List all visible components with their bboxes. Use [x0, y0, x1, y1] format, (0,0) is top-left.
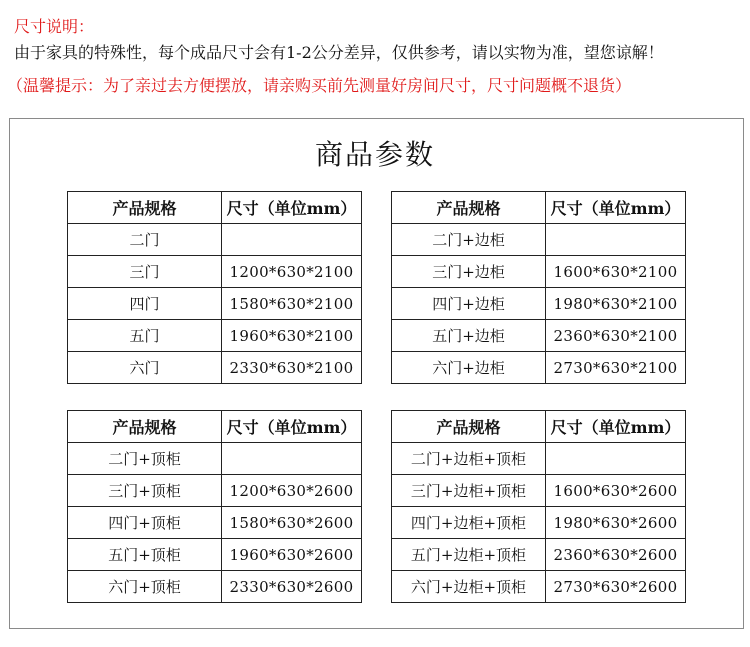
table-row	[68, 443, 362, 475]
size-cell: 2330*630*2100	[222, 352, 362, 384]
table-row	[392, 475, 686, 507]
table-row	[392, 256, 686, 288]
size-cell: 2730*630*2600	[546, 571, 686, 603]
page-title: 商品参数	[314, 138, 435, 171]
spec-cell: 六门	[68, 352, 222, 384]
size-cell: 1600*630*2600	[546, 475, 686, 507]
table-row	[392, 539, 686, 571]
spec-cell: 五门+顶柜	[68, 539, 222, 571]
table-row	[68, 571, 362, 603]
header-spec: 产品规格	[392, 411, 546, 443]
size-cell: 1600*630*2100	[546, 256, 686, 288]
spec-cell: 六门+顶柜	[68, 571, 222, 603]
header-spec: 产品规格	[392, 192, 546, 224]
table-row	[392, 224, 686, 256]
size-cell	[222, 443, 362, 475]
size-cell: 2360*630*2600	[546, 539, 686, 571]
spec-cell: 二门+边柜	[392, 224, 546, 256]
spec-cell: 三门+边柜+顶柜	[392, 475, 546, 507]
spec-cell: 四门	[68, 288, 222, 320]
spec-table-doors-side-cabinet	[391, 191, 686, 384]
header-size: 尺寸（单位mm）	[546, 411, 686, 443]
spec-cell: 二门	[68, 224, 222, 256]
header-spec: 产品规格	[68, 192, 222, 224]
spec-cell: 三门+边柜	[392, 256, 546, 288]
size-cell	[546, 224, 686, 256]
spec-table-doors-side-top-cabinet	[391, 410, 686, 603]
table-row	[392, 443, 686, 475]
size-note-title: 尺寸说明：	[14, 17, 95, 36]
table-header-row	[68, 411, 362, 443]
size-cell: 1980*630*2100	[546, 288, 686, 320]
size-cell: 2330*630*2600	[222, 571, 362, 603]
size-cell: 1580*630*2600	[222, 507, 362, 539]
spec-cell: 五门+边柜	[392, 320, 546, 352]
size-cell	[222, 224, 362, 256]
spec-table-doors-top-cabinet	[67, 410, 362, 603]
spec-cell: 五门	[68, 320, 222, 352]
spec-cell: 四门+边柜	[392, 288, 546, 320]
table-row	[392, 352, 686, 384]
table-row	[68, 320, 362, 352]
table-header-row	[392, 411, 686, 443]
size-cell: 2360*630*2100	[546, 320, 686, 352]
table-header-row	[68, 192, 362, 224]
table-row	[68, 352, 362, 384]
spec-table-doors	[67, 191, 362, 384]
size-cell: 1960*630*2100	[222, 320, 362, 352]
header-size: 尺寸（单位mm）	[222, 411, 362, 443]
spec-cell: 二门+边柜+顶柜	[392, 443, 546, 475]
spec-cell: 四门+顶柜	[68, 507, 222, 539]
spec-cell: 六门+边柜+顶柜	[392, 571, 546, 603]
warm-tip-text: （温馨提示：为了亲过去方便摆放，请亲购买前先测量好房间尺寸，尺寸问题概不退货）	[7, 76, 632, 95]
header-spec: 产品规格	[68, 411, 222, 443]
table-row	[392, 507, 686, 539]
table-row	[392, 571, 686, 603]
spec-cell: 六门+边柜	[392, 352, 546, 384]
spec-cell: 四门+边柜+顶柜	[392, 507, 546, 539]
table-row	[392, 320, 686, 352]
size-cell: 1960*630*2600	[222, 539, 362, 571]
spec-cell: 三门	[68, 256, 222, 288]
spec-cell: 三门+顶柜	[68, 475, 222, 507]
table-row	[68, 539, 362, 571]
size-cell: 1200*630*2600	[222, 475, 362, 507]
spec-cell: 五门+边柜+顶柜	[392, 539, 546, 571]
header-size: 尺寸（单位mm）	[546, 192, 686, 224]
size-cell: 2730*630*2100	[546, 352, 686, 384]
table-row	[68, 475, 362, 507]
table-row	[68, 288, 362, 320]
size-note-text: 由于家具的特殊性，每个成品尺寸会有1-2公分差异，仅供参考，请以实物为准，望您谅解！	[14, 43, 664, 62]
table-row	[68, 507, 362, 539]
table-row	[392, 288, 686, 320]
table-row	[68, 256, 362, 288]
table-header-row	[392, 192, 686, 224]
size-cell: 1580*630*2100	[222, 288, 362, 320]
spec-cell: 二门+顶柜	[68, 443, 222, 475]
size-cell: 1200*630*2100	[222, 256, 362, 288]
table-row	[68, 224, 362, 256]
size-cell: 1980*630*2600	[546, 507, 686, 539]
size-cell	[546, 443, 686, 475]
header-size: 尺寸（单位mm）	[222, 192, 362, 224]
